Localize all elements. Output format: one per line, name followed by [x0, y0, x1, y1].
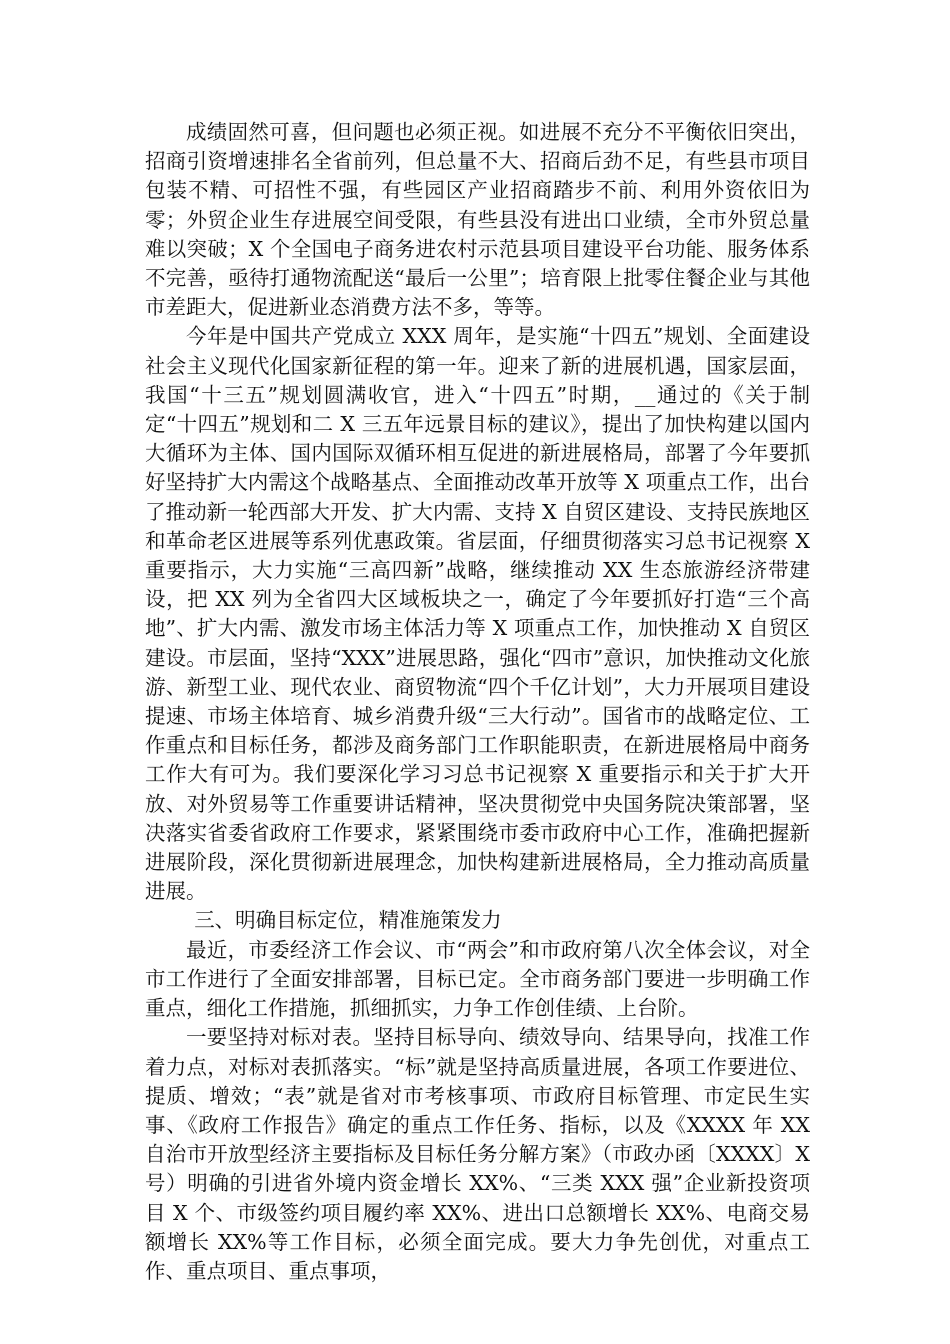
- paragraph-targets: 一要坚持对标对表。坚持目标导向、绩效导向、结果导向，找准工作着力点，对标对表抓落实。“标”就是坚持高质量进展，各项工作要进位、提质、增效；“表”就是省对市考核事项、市政府目标管理、市定民生实事、《政府工作报告》确定的重点工作任务、指标，以及《XXXX 年 XX 自治市开放型经济主要指标及目标任务分解方案》（市政办函〔XXXX〕X 号）明确的引进省外境内资金增长 XX%、“三类 XXX 强”企业新投资项目 X 个、市级签约项目履约率 XX%、进出口总额增长 XX%、电商交易额增长 XX%等工作目标，必须全面完成。要大力争先创优，对重点工作、重点项目、重点事项，: [145, 1025, 810, 1283]
- paragraph-opportunities: 今年是中国共产党成立 XXX 周年，是实施“十四五”规划、全面建设社会主义现代化国家新征程的第一年。迎来了新的进展机遇，国家层面，我国“十三五”规划圆满收官，进入“十四五”时期，__通过的《关于制定“十四五”规划和二 X 三五年远景目标的建议》，提出了加快构建以国内大循环为主体、国内国际双循环相互促进的新进展格局，部署了今年要抓好坚持扩大内需这个战略基点、全面推动改革开放等 X 项重点工作，出台了推动新一轮西部大开发、扩大内需、支持 X 自贸区建设、支持民族地区和革命老区进展等系列优惠政策。省层面，仔细贯彻落实习总书记视察 X 重要指示，大力实施“三高四新”战略，继续推动 XX 生态旅游经济带建设，把 XX 列为全省四大区域板块之一，确定了今年要抓好打造“三个高地”、扩大内需、激发市场主体活力等 X 项重点工作，加快推动 X 自贸区建设。市层面，坚持“XXX”进展思路，强化“四市”意识，加快推动文化旅游、新型工业、现代农业、商贸物流“四个千亿计划”，大力开展项目建设提速、市场主体培育、城乡消费升级“三大行动”。国省市的战略定位、工作重点和目标任务，都涉及商务部门工作职能职责，在新进展格局中商务工作大有可为。我们要深化学习习总书记视察 X 重要指示和关于扩大开放、对外贸易等工作重要讲话精神，坚决贯彻党中央国务院决策部署，坚决落实省委省政府工作要求，紧紧围绕市委市政府中心工作，准确把握新进展阶段，深化贯彻新进展理念，加快构建新进展格局，全力推动高质量进展。: [145, 324, 810, 904]
- paragraph-meeting-arrangements: 最近，市委经济工作会议、市“两会”和市政府第八次全体会议，对全市工作进行了全面安排部署，目标已定。全市商务部门要进一步明确工作重点，细化工作措施，抓细抓实，力争工作创佳绩、上台阶。: [145, 937, 810, 1021]
- section-heading-3: 三、明确目标定位，精准施策发力: [194, 908, 502, 933]
- paragraph-problems: 成绩固然可喜，但问题也必须正视。如进展不充分不平衡依旧突出，招商引资增速排名全省前列，但总量不大、招商后劲不足，有些县市项目包装不精、可招性不强，有些园区产业招商踏步不前、利用外资依旧为零；外贸企业生存进展空间受限，有些县没有进出口业绩，全市外贸总量难以突破；X 个全国电子商务进农村示范县项目建设平台功能、服务体系不完善，亟待打通物流配送“最后一公里”；培育限上批零住餐企业与其他市差距大，促进新业态消费方法不多，等等。: [145, 120, 810, 320]
- document-page: [145, 118, 810, 1286]
